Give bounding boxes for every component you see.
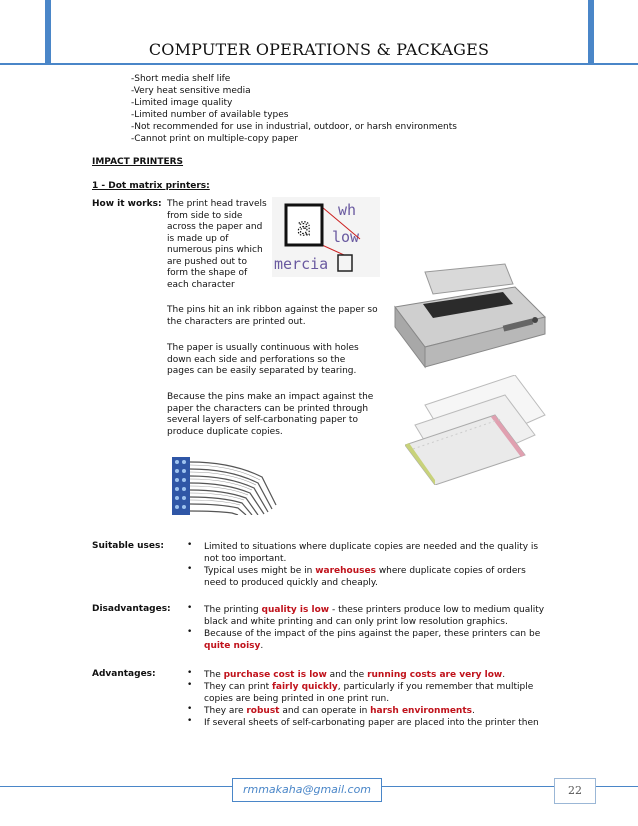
text-run: The <box>204 670 224 680</box>
text-line: are pushed out to <box>167 256 247 267</box>
footer-email: rmmakaha@gmail.com <box>232 778 382 802</box>
text-line: not too important. <box>204 554 287 564</box>
advantages-label: Advantages: <box>92 669 156 679</box>
page-number: 22 <box>554 778 596 804</box>
advantages-item-2 <box>204 681 564 705</box>
how-it-works-paragraph-2 <box>167 305 378 328</box>
limitation-item: -Not recommended for use in industrial, outdoor, or harsh environments <box>131 122 457 132</box>
text-run: . <box>472 706 475 716</box>
limitation-item: -Limited image quality <box>131 98 233 108</box>
text-line: form the shape of <box>167 268 248 278</box>
bullet-icon: • <box>187 704 193 714</box>
limitation-item: -Limited number of available types <box>131 110 289 120</box>
figure-glyph: a <box>296 213 312 241</box>
bullet-icon: • <box>187 668 193 678</box>
text-run: . <box>260 641 264 651</box>
text-run: where duplicate copies of orders <box>375 566 526 576</box>
subsection-title: 1 - Dot matrix printers: <box>92 181 210 191</box>
bullet-icon: • <box>187 627 193 637</box>
how-it-works-paragraph-1 <box>167 199 277 291</box>
text-line: pages can be easily separated by tearing. <box>167 366 357 376</box>
text-line: each character <box>167 279 235 290</box>
highlight-text: robust <box>246 706 280 716</box>
dot-matrix-printer-image <box>385 262 555 372</box>
print-head-pins-image <box>172 457 280 515</box>
bullet-icon: • <box>187 716 193 726</box>
text-line: the characters are printed out. <box>167 316 306 327</box>
text-line: several layers of self-carbonating paper to <box>167 415 358 425</box>
text-run: The printing <box>204 605 262 615</box>
text-line: copies are being printed in one print run. <box>204 694 390 704</box>
text-line: numerous pins which <box>167 245 263 255</box>
bullet-icon: • <box>187 603 193 613</box>
suitable-uses-label: Suitable uses: <box>92 541 164 551</box>
text-line: produce duplicate copies. <box>167 426 283 437</box>
suitable-uses-item-2 <box>204 565 564 589</box>
text-run: and can operate in <box>279 706 371 716</box>
advantages-item-1 <box>204 669 564 681</box>
text-line: from side to side <box>167 210 243 221</box>
suitable-uses-item-1 <box>204 541 564 565</box>
figure-text-wh: wh <box>338 201 357 219</box>
text-line: The print head travels <box>167 199 267 209</box>
text-line: need to produced quickly and cheaply. <box>204 578 378 588</box>
figure-text-mercia: mercia <box>274 255 329 273</box>
text-run: They are <box>204 706 247 716</box>
figure-text-low: low <box>332 228 360 246</box>
page-title: COMPUTER OPERATIONS & PACKAGES <box>148 40 490 59</box>
bullet-icon: • <box>187 540 193 550</box>
text-line: black and white printing and can only print low resolution graphics. <box>204 617 508 627</box>
dot-matrix-illustration <box>272 197 380 277</box>
how-it-works-paragraph-4 <box>167 392 373 438</box>
text-run: - these printers produce low to medium quality <box>329 605 545 615</box>
section-title: IMPACT PRINTERS <box>92 157 184 167</box>
disadvantages-item-2 <box>204 628 564 652</box>
highlight-text: running costs are very low <box>367 670 503 680</box>
continuous-paper-image <box>405 375 555 485</box>
limitation-item: -Cannot print on multiple-copy paper <box>131 134 298 144</box>
text-line: Because the pins make an impact against the <box>167 392 374 402</box>
text-line: Because of the impact of the pins against the paper, these printers can be <box>204 629 541 639</box>
highlight-text: fairly quickly <box>271 682 338 692</box>
highlight-text: warehouses <box>315 566 376 576</box>
highlight-text: quality is low <box>261 605 330 615</box>
text-line: is made up of <box>167 233 229 244</box>
text-line: If several sheets of self-carbonating paper are placed into the printer then <box>204 718 539 728</box>
how-it-works-label: How it works: <box>92 199 162 209</box>
text-line: The pins hit an ink ribbon against the paper so <box>167 305 378 315</box>
highlight-text: quite noisy <box>204 641 261 651</box>
dot-matrix-figure <box>272 197 380 277</box>
text-run: and the <box>326 670 368 680</box>
text-run: They can print <box>204 682 272 692</box>
advantages-item-3 <box>204 705 564 717</box>
highlight-text: purchase cost is low <box>223 670 327 680</box>
text-line: across the paper and <box>167 222 263 232</box>
limitation-item: -Very heat sensitive media <box>131 86 251 96</box>
text-run: . <box>502 670 506 680</box>
text-run: Typical uses might be in <box>204 566 316 576</box>
how-it-works-paragraph-3 <box>167 343 359 378</box>
bullet-icon: • <box>187 680 193 690</box>
text-run: , particularly if you remember that multiple <box>337 682 534 692</box>
text-line: The paper is usually continuous with holes <box>167 343 359 353</box>
header-rule <box>0 63 638 65</box>
disadvantages-item-1 <box>204 604 564 628</box>
bullet-icon: • <box>187 564 193 574</box>
disadvantages-label: Disadvantages: <box>92 604 171 614</box>
limitation-item: -Short media shelf life <box>131 74 231 84</box>
advantages-item-4 <box>204 717 564 729</box>
text-line: down each side and perforations so the <box>167 354 346 365</box>
text-line: Limited to situations where duplicate copies are needed and the quality is <box>204 542 539 552</box>
text-line: paper the characters can be printed through <box>167 403 369 414</box>
highlight-text: harsh environments <box>370 706 472 716</box>
